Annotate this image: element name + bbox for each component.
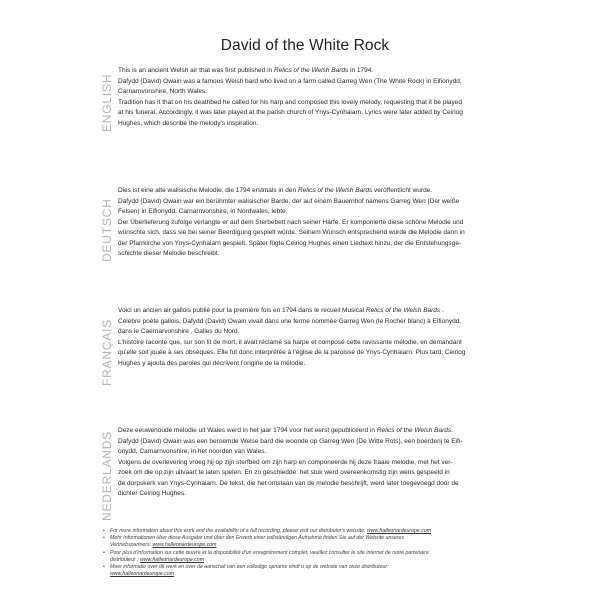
section-english: ENGLISH This is an ancient Welsh air that was first published in Relics of the Welsh Bards in 1794. Dafydd (David) Owain was a famous Welsh bard who lived on a farm called Garreg Wen (The White Rock) in Eifionydd, Carnarnvonshire, North Wales. Tradition has it that on his deathbed he called for his harp and composed this lovely melody, requesting that it be played at his funeral. Accordingly, it was later played at the parish church of Ynys-Cynhaiarn. Lyrics were later added by Ceiriog Hughes, which describe the melody's inspiration. [100, 66, 500, 136]
text-line: de dorpskerk van Ynys-Cynhaiarn. De tekst, die het ontstaan van de melodie beschrijft, werd later toegevoegd door de [118, 479, 459, 487]
text-line: dans le Caernarvonshire , Galles du Nord. [118, 328, 240, 335]
text-line: zoek om die op zijn uitvaart te laten spelen. En zo geschiedde: het stuk werd overeenkomstig zijn wens gespeeld in [118, 469, 450, 476]
text-line: Dafydd (David) Owain war ein berühmter walisischer Barde, der auf einem Bauernhof namens Garreg Wen (Der weiße [118, 197, 460, 205]
text-line: Dies ist eine alte walisische Melodie, die 1794 erstmals in den Relics of the Welsh Bards veröffentlicht wurde. [118, 187, 433, 194]
footer-note-francais: • Pour plus d'information sur cette œuvre et la disponibilité d'un enregistrement complet, veuillez consulter le site internet de notre partenaire distributeur : www.halleonardeurope.com [110, 550, 522, 564]
page-title: David of the White Rock [220, 37, 390, 54]
section-text [118, 66, 498, 129]
text-line: This is an ancient Welsh air that was first published in Relics of the Welsh Bards in 1794. [118, 67, 374, 74]
text-line: Hughes y ajouta des paroles qui décrivent l'origine de la mélodie. [118, 359, 306, 367]
text-line: der Pfarrkirche von Ynys-Cynhaiarn gespielt. Später fügte Ceiriog Hughes einen Liedtext hinzu, der die Entstehungsge- [118, 239, 462, 247]
text-line: Dafydd (David) Owain was a famous Welsh bard who lived on a farm called Garreg Wen (The White Rock) in Eifionydd, [118, 77, 462, 85]
distributor-link[interactable]: www.halleonardeurope.com [367, 528, 432, 534]
text-line: Dafydd (David) Owain was een beroemde Welse bard die woonde op Garreg Wen (De Witte Rots), een boerderij te Eifi- [118, 437, 463, 445]
text-line: onydd, Carnarnvonshire, in het noorden van Wales. [118, 448, 267, 455]
text-line: Hughes, which describe the melody's inspiration. [118, 119, 259, 127]
footer-notes [102, 528, 522, 578]
text-line: schichte dieser Melodie beschreibt. [118, 250, 220, 257]
footer-note-deutsch: • Mehr Informationen über diese Ausgabe und über den Erwerb einer vollständigen Aufnahme finden Sie auf der Website unseres Vertriebspartners: www.halleonardeurope.com [110, 535, 522, 549]
text-line: Volgens de overlevering vroeg hij op zijn sterfbed om zijn harp en componeerde hij deze fraaie melodie, met het ver- [118, 458, 453, 466]
section-deutsch: DEUTSCH Dies ist eine alte walisische Melodie, die 1794 erstmals in den Relics of the Welsh Bards veröffentlicht wurde. Dafydd (David) Owain war ein berühmter walisischer Barde, der auf einem Bauernhof namens Garreg Wen (Der weiße Felsen) in Eifionydd, Carnarnvonshire, in Nordwales, lebte. Der Überlieferung zufolge verlangte er auf dem Sterbebett nach seiner Harfe. Er komponierte diese schöne Melodie und wünschte sich, dass sie bei seiner Beerdigung gespielt würde. Seinem Wunsch entsprechend wurde die Melodie dann in der Pfarrkirche von Ynys-Cynhaiarn gespielt. Später fügte Ceiriog Hughes einen Liedtext hinzu, der die Entstehungsge- schichte dieser Melodie beschreibt. [100, 186, 500, 266]
distributor-link[interactable]: www.halleonardeurope.com [140, 556, 205, 563]
section-text [118, 186, 498, 260]
distributor-link[interactable]: www.halleonardeurope.com [152, 542, 217, 549]
text-line: Der Überlieferung zufolge verlangte er auf dem Sterbebett nach seiner Harfe. Er komponierte diese schöne Melodie und [118, 218, 464, 226]
footer-note-nederlands: • Meer informatie over dit werk en over de aanschaf van een volledige opname vindt u op de website van onze distributeur: www.halleonardeurope.com [110, 564, 522, 578]
footer-note-english: • For more information about this work and the availability of a full recording, please visit our distributor's website: www.halleonardeurope.com [110, 528, 522, 535]
section-text [118, 426, 498, 500]
text-line: L'histoire raconte que, sur son lit de mort, il avait réclamé sa harpe et composé cette ravissante mélodie, en demandant [118, 338, 462, 346]
text-line: wünschte sich, dass sie bei seiner Beerdigung gespielt würde. Seinem Wunsch entsprechend wurde die Melodie dann in [118, 229, 465, 236]
text-line: qu'elle soit jouée à ses obsèques. Elle fut donc interprétée à l'église de la paroisse de Ynys-Cynhaiarn. Plus tard, Ceiriog [118, 349, 466, 356]
text-line: at his funeral. Accordingly, it was later played at the parish church of Ynys-Cynhaiarn. Lyrics were later added by Ceiriog [118, 109, 463, 116]
text-line: Célèbre poète gallois, Dafydd (David) Owain vivait dans une ferme nommée Garreg Wen (le Rocher blanc) à Eifionydd, [118, 317, 462, 325]
section-nederlands: NEDERLANDS Deze eeuwenoude melodie uit Wales werd in het jaar 1794 voor het eerst gepubliceerd in Relics of the Welsh Bards. Dafydd (David) Owain was een beroemde Welse bard die woonde op Garreg Wen (De Witte Rots), een boerderij te Eifi- onydd, Carnarnvonshire, in het noorden van Wales. Volgens de overlevering vroeg hij op zijn sterfbed om zijn harp en componeerde hij deze fraaie melodie, met het ver- zoek om die op zijn uitvaart te laten spelen. En zo geschiedde: het stuk werd overeenkomstig zijn wens gespeeld in de dorpskerk van Ynys-Cynhaiarn. De tekst, die het ontstaan van de melodie beschrijft, werd later toegevoegd door de dichter Ceiriog Hughes. [100, 426, 500, 516]
text-line: Voici un ancien air gallois publié pour la première fois en 1794 dans le recueil Musical Relics of the Welsh Bards . [118, 307, 444, 314]
text-line: Carnarnvonshire, North Wales. [118, 88, 207, 95]
section-text [118, 306, 498, 369]
text-line: Tradition has it that on his deathbed he called for his harp and composed this lovely melody, requesting that it be played [118, 98, 462, 106]
text-line: dichter Ceiriog Hughes. [118, 490, 186, 497]
section-francais: FRANÇAIS Voici un ancien air gallois publié pour la première fois en 1794 dans le recueil Musical Relics of the Welsh Bards . Célèbre poète gallois, Dafydd (David) Owain vivait dans une ferme nommée Garreg Wen (le Rocher blanc) à Eifionydd, dans le Caernarvonshire , Galles du Nord. L'histoire raconte que, sur son lit de mort, il avait réclamé sa harpe et composé cette ravissante mélodie, en demandant qu'elle soit jouée à ses obsèques. Elle fut donc interprétée à l'église de la paroisse de Ynys-Cynhaiarn. Plus tard, Ceiriog Hughes y ajouta des paroles qui décrivent l'origine de la mélodie. [100, 306, 500, 386]
distributor-link[interactable]: www.halleonardeurope.com [110, 571, 175, 578]
text-line: Deze eeuwenoude melodie uit Wales werd in het jaar 1794 voor het eerst gepubliceerd in Relics of the Welsh Bards. [118, 427, 453, 434]
text-line: Felsen) in Eifionydd, Carnarnvonshire, in Nordwales, lebte. [118, 208, 288, 215]
